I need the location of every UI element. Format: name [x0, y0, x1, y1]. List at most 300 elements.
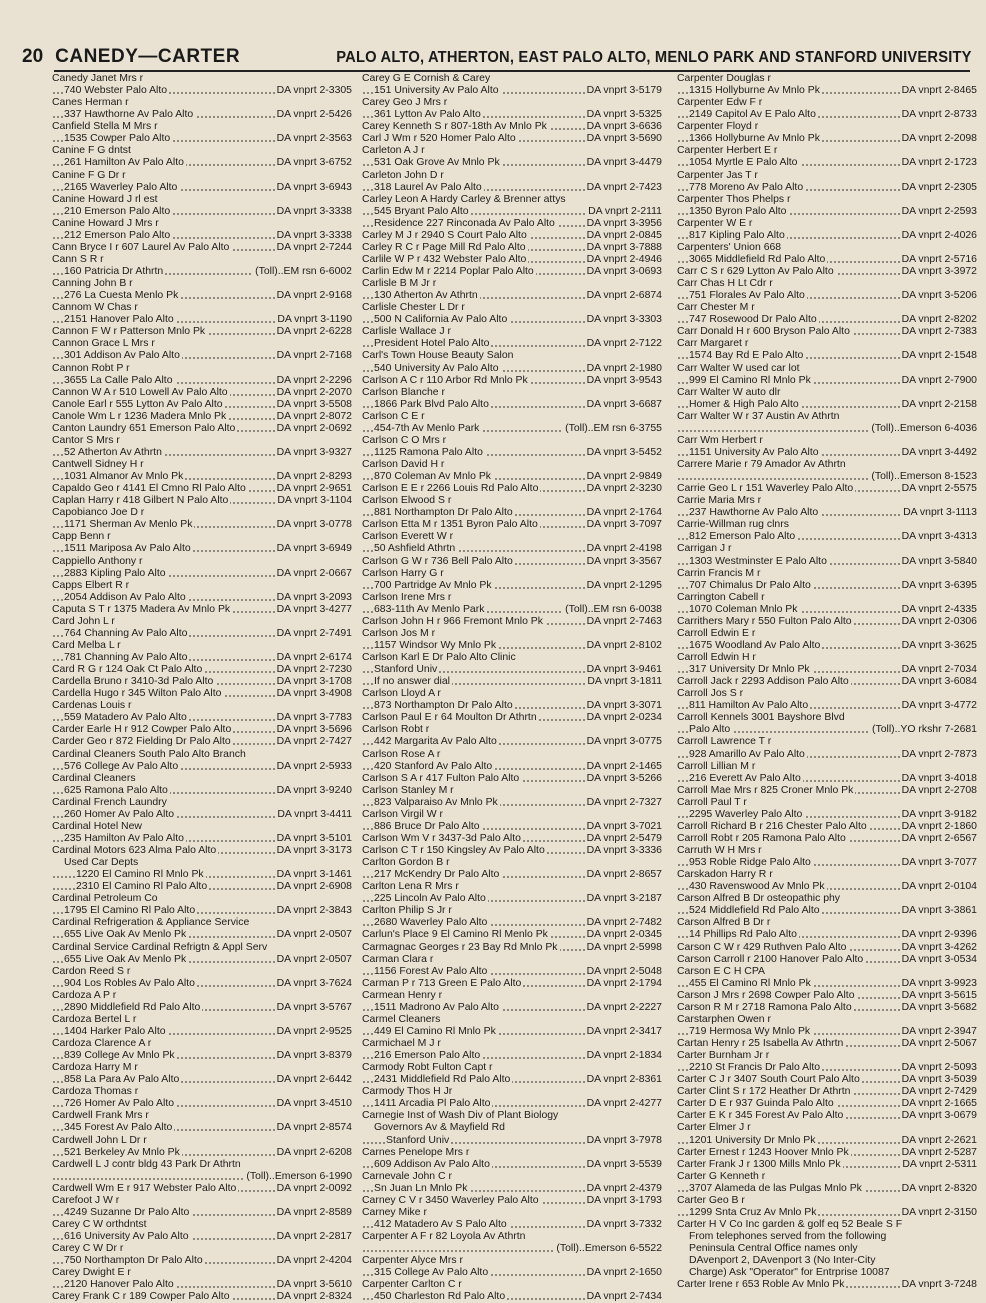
listing-line	[677, 1050, 977, 1062]
phone-number: DA vnprt 2-2227	[586, 1001, 662, 1013]
listing-line	[677, 785, 977, 797]
listing-text: Carrithers Mary r 550 Fulton Palo Alto	[677, 615, 852, 627]
listing-text: 1675 Woodland Av Palo Alto	[689, 639, 821, 651]
listing-line	[52, 1002, 352, 1014]
listing-text: Cann S R r	[52, 253, 104, 265]
phone-number: DA vnprt 3-5325	[586, 109, 662, 121]
listing-line	[677, 676, 977, 688]
listing-text: Carlson Virgil W r	[362, 808, 444, 820]
listing-line	[52, 109, 352, 121]
listing-text: Capobianco Joe D r	[52, 507, 145, 519]
phone-number: DA vnprt 2-8361	[586, 1074, 662, 1086]
listing-line	[362, 435, 662, 447]
listing-text: 210 Emerson Palo Alto	[64, 205, 171, 217]
listing-text: Carlton Gordon B r	[362, 857, 450, 869]
listing-text: 750 Northampton Dr Palo Alto	[64, 1255, 203, 1267]
listing-text: 811 Hamilton Av Palo Alto	[689, 700, 809, 712]
phone-number: DA vnprt 2-5716	[901, 253, 977, 265]
listing-line	[52, 1183, 352, 1195]
listing-text: Carey Dwight E r	[52, 1267, 131, 1279]
phone-number: DA vnprt 3-5039	[901, 1074, 977, 1086]
listing-line	[362, 628, 662, 640]
listing-text: Carman P r 713 Green E Palo Alto	[362, 977, 522, 989]
phone-number: (Toll)..EM rsn 6-0038	[565, 603, 662, 615]
listing-text: Canole Wm L r 1236 Madera Mnlo Pk	[52, 410, 227, 422]
listing-text: Cardenas Louis r	[52, 700, 132, 712]
listing-line	[677, 749, 977, 761]
listing-line	[362, 1195, 662, 1207]
listing-line	[362, 1267, 662, 1279]
listing-text: 2054 Addison Av Palo Alto	[64, 591, 186, 603]
listing-text: 1574 Bay Rd E Palo Alto	[689, 350, 804, 362]
listing-line	[52, 145, 352, 157]
listing-text: Carlton Lena R Mrs r	[362, 881, 459, 893]
guide-words: CANEDY—CARTER	[55, 46, 241, 67]
phone-number: DA vnprt 2-5287	[901, 1146, 977, 1158]
phone-number: DA vnprt 3-0693	[586, 266, 662, 277]
phone-number: DA vnprt 2-5311	[902, 1158, 977, 1170]
listing-text: 655 Live Oak Av Menlo Pk	[64, 929, 187, 941]
listing-text: 719 Hermosa Wy Mnlo Pk	[689, 1025, 811, 1037]
listing-line	[52, 652, 352, 664]
phone-number: DA vnprt 2-7034	[901, 664, 977, 676]
listing-text: Sn Juan Ln Mnlo Pk	[374, 1182, 468, 1194]
listing-text: Carlson C E r	[362, 410, 425, 422]
listing-line	[677, 266, 977, 278]
listing-text: Carlson C T r 150 Kingsley Av Palo Alto	[362, 845, 545, 856]
phone-number: DA vnprt 2-0507	[276, 929, 352, 941]
listing-line	[677, 1086, 977, 1098]
listing-text: Carter Burnham Jr r	[677, 1050, 770, 1062]
listing-text: Carroll Jack r 2293 Addison Palo Alto	[677, 676, 849, 688]
listing-text: 237 Hawthorne Av Palo Alto	[689, 507, 819, 519]
listing-line	[362, 893, 662, 905]
listing-line	[677, 1243, 977, 1255]
phone-number: DA vnprt 2-9525	[276, 1025, 352, 1037]
listing-line	[52, 230, 352, 242]
phone-number: DA vnprt 3-6752	[276, 157, 352, 169]
listing-line	[362, 640, 662, 652]
listing-line	[362, 761, 662, 773]
listing-line	[362, 580, 662, 592]
listing-line	[677, 893, 977, 905]
listing-text: 1795 El Camino Rl Palo Alto	[64, 905, 196, 917]
listing-text: Carson J Mrs r 2698 Cowper Palo Alto	[677, 989, 855, 1001]
phone-number: DA vnprt 2-6208	[276, 1146, 352, 1158]
phone-number: DA vnprt 2-7429	[901, 1086, 977, 1098]
phone-number: DA vnprt 2-4198	[586, 543, 662, 555]
listing-text: 726 Homer Av Palo Alto	[64, 1098, 175, 1110]
listing-line	[677, 1207, 977, 1219]
phone-number: DA vnprt 2-2098	[901, 133, 977, 145]
listing-line	[52, 1267, 352, 1279]
listing-line	[362, 399, 662, 411]
listing-text: Cardoza A P r	[52, 989, 117, 1001]
listing-text: Carlson Rose A r	[362, 748, 441, 760]
phone-number: DA vnprt 2-0104	[901, 881, 977, 893]
phone-number: DA vnprt 3-9240	[276, 784, 352, 796]
listing-text: Card John L r	[52, 615, 115, 627]
listing-text: Carlson Elwood S r	[362, 495, 452, 507]
listing-text: Carrington Cabell r	[677, 591, 765, 603]
listing-line	[362, 1159, 662, 1171]
listing-text: 449 El Camino Rl Mnlo Pk	[374, 1025, 496, 1037]
listing-text: Carpenter Floyd r	[677, 121, 759, 133]
listing-line	[362, 157, 662, 169]
listing-line	[677, 1062, 977, 1074]
listing-line	[52, 254, 352, 266]
listing-line	[52, 290, 352, 302]
listing-line	[52, 1026, 352, 1038]
phone-number: DA vnprt 3-4018	[901, 772, 977, 784]
listing-line	[362, 182, 662, 194]
listing-text: 1151 University Av Palo Alto	[689, 446, 819, 458]
phone-number: DA vnprt 2-7423	[586, 181, 662, 193]
listing-text: 812 Emerson Palo Alto	[689, 531, 796, 543]
phone-number: DA vnprt 2-7230	[276, 664, 352, 676]
phone-number: DA vnprt 3-7248	[901, 1279, 977, 1291]
listing-text: 1156 Forest Av Palo Alto	[374, 965, 488, 977]
listing-text: Carroll Mae Mrs r 825 Croner Mnlo Pk	[677, 784, 854, 796]
phone-number: DA vnprt 3-6687	[586, 398, 662, 410]
listing-text: Canole Earl r 555 Lytton Av Palo Alto	[52, 398, 223, 410]
phone-number: DA vnprt 2-6228	[276, 326, 352, 338]
listing-text: Cardoza Clarence A r	[52, 1038, 152, 1049]
listing-line	[52, 592, 352, 604]
listing-line	[52, 194, 352, 206]
listing-text: Canton Laundry 651 Emerson Palo Alto	[52, 422, 236, 434]
listing-text: 740 Webster Palo Alto	[64, 85, 168, 97]
listing-line	[362, 194, 662, 206]
phone-number: DA vnprt 2-1794	[586, 977, 662, 989]
listing-line	[52, 399, 352, 411]
listing-text: Homer & High Palo Alto	[689, 398, 799, 410]
listing-text: 3065 Middlefield Rd Palo Alto	[689, 253, 826, 265]
listing-line	[362, 652, 662, 664]
listing-line	[362, 833, 662, 845]
listing-line	[362, 1086, 662, 1098]
listing-text: Carlson Robt r	[362, 724, 430, 736]
listing-line	[52, 954, 352, 966]
listing-text: Carlson Harry G r	[362, 567, 444, 579]
listing-text: 450 Charleston Rd Palo Alto	[374, 1291, 506, 1303]
listing-line	[677, 314, 977, 326]
listing-text: Carlson Etta M r 1351 Byron Palo Alto	[362, 519, 538, 531]
listing-line	[362, 664, 662, 676]
listing-line	[362, 350, 662, 362]
listing-text: Carrin Francis M r	[677, 567, 761, 579]
listing-text: Carson Carroll r 2100 Hanover Palo Alto	[677, 953, 864, 965]
listing-text: Residence 227 Rinconada Av Palo Alto	[374, 217, 555, 229]
listing-text: Carleton A J r	[362, 145, 425, 157]
listing-line	[677, 761, 977, 773]
listing-line	[677, 543, 977, 555]
phone-number: DA vnprt 3-0778	[276, 519, 352, 531]
listing-text: Cardinal Petroleum Co	[52, 893, 158, 905]
listing-text: Carnegie Inst of Wash Div of Plant Biology	[362, 1110, 559, 1122]
listing-text: Carlson Blanche r	[362, 386, 445, 398]
listing-line	[362, 1074, 662, 1086]
region-title: PALO ALTO, ATHERTON, EAST PALO ALTO, MENLO PARK AND STANFORD UNIVERSITY	[336, 49, 972, 66]
phone-number: DA vnprt 2-7427	[276, 736, 352, 748]
phone-number: DA vnprt 3-5101	[276, 832, 352, 844]
listing-line	[677, 363, 977, 375]
listing-text: Cartan Henry r 25 Isabella Av Athrtn	[677, 1038, 844, 1049]
phone-number: DA vnprt 2-7491	[276, 627, 352, 639]
listing-line	[52, 423, 352, 435]
listing-line	[52, 302, 352, 314]
listing-text: 1411 Arcadia Pl Palo Alto	[374, 1098, 491, 1110]
listing-line	[52, 1050, 352, 1062]
phone-number: DA vnprt 2-8320	[901, 1182, 977, 1194]
listing-text: Carlson A C r 110 Arbor Rd Mnlo Pk	[362, 374, 528, 386]
listing-text: Cardella Bruno r 3410-3d Palo Alto	[52, 676, 214, 688]
listing-text: Cantor S Mrs r	[52, 434, 120, 446]
listing-line	[362, 1243, 662, 1255]
listing-text: 216 Everett Av Palo Alto	[689, 772, 801, 784]
listing-line	[677, 1038, 977, 1050]
phone-number: DA vnprt 3-3173	[276, 845, 352, 856]
listing-text: Carpenters' Union 668	[677, 241, 782, 253]
phone-number: DA vnprt 3-5508	[276, 398, 352, 410]
listing-line	[677, 1014, 977, 1026]
listing-line	[52, 1086, 352, 1098]
listing-text: Carlson Karl E Dr Palo Alto Clinic	[362, 652, 516, 663]
listing-line	[52, 531, 352, 543]
phone-number: (Toll)..EM rsn 6-3755	[565, 422, 662, 434]
listing-text: Carney C V r 3450 Waverley Palo Alto	[362, 1194, 539, 1206]
listing-text: Carlson S A r 417 Fulton Palo Alto	[362, 772, 520, 784]
phone-number: DA vnprt 3-4772	[901, 700, 977, 712]
phone-number: DA vnprt 2-5479	[586, 832, 662, 844]
phone-number: DA vnprt 2-6567	[901, 832, 977, 844]
listing-line	[362, 1147, 662, 1159]
listing-text: Carmody Robt Fulton Capt r	[362, 1062, 493, 1074]
listing-text: Cardwell John L Dr r	[52, 1134, 147, 1146]
listing-line	[677, 1183, 977, 1195]
listing-line	[677, 688, 977, 700]
listing-line	[362, 459, 662, 471]
phone-number: (Toll)..Emerson 6-4036	[871, 422, 977, 434]
listing-text: Carskadon Harry R r	[677, 869, 773, 881]
listing-line	[677, 459, 977, 471]
listing-line	[52, 206, 352, 218]
listing-text: Carey C W orthdntst	[52, 1218, 147, 1230]
listing-line	[677, 182, 977, 194]
listing-text: 545 Bryant Palo Alto	[374, 205, 469, 217]
listing-line	[362, 857, 662, 869]
listing-text: Carley Leon A Hardy Carley & Brenner attys	[362, 193, 566, 205]
phone-number: DA vnprt 2-7327	[586, 796, 662, 808]
phone-number: DA vnprt 2-2305	[901, 181, 977, 193]
listing-line	[677, 1279, 977, 1291]
listing-line	[677, 640, 977, 652]
listing-line	[362, 1026, 662, 1038]
phone-number: DA vnprt 2-2296	[276, 374, 352, 386]
listing-line	[362, 917, 662, 929]
listing-text: Carlson Lloyd A r	[362, 688, 441, 700]
listing-text: 999 El Camino Rl Mnlo Pk	[689, 374, 811, 386]
listing-line	[362, 869, 662, 881]
phone-number: DA vnprt 3-9461	[586, 664, 662, 676]
listing-text: Carson R M r 2718 Ramona Palo Alto	[677, 1001, 852, 1013]
listing-line	[677, 206, 977, 218]
listing-line	[362, 700, 662, 712]
phone-number: DA vnprt 2-2070	[276, 386, 352, 398]
phone-number: DA vnprt 3-3336	[586, 845, 662, 856]
listing-text: Carroll Robt r 205 Ramona Palo Alto	[677, 832, 846, 844]
listing-line	[362, 1135, 662, 1147]
listing-text: Cardwell Frank Mrs r	[52, 1110, 149, 1122]
listing-line	[362, 1062, 662, 1074]
listing-text: 1157 Windsor Wy Mnlo Pk	[374, 639, 497, 651]
listing-line	[362, 954, 662, 966]
listing-line	[52, 1243, 352, 1255]
phone-number: DA vnprt 2-4026	[901, 229, 977, 241]
listing-line	[362, 218, 662, 230]
listing-line	[52, 821, 352, 833]
listing-text: 1054 Myrtle E Palo Alto	[689, 157, 798, 169]
listing-line	[677, 736, 977, 748]
listing-text: Canine Howard J rl est	[52, 193, 158, 205]
phone-number: DA vnprt 2-7463	[586, 615, 662, 627]
listing-line	[677, 375, 977, 387]
listing-text: Carlisle B M Jr r	[362, 278, 437, 290]
phone-number: DA vnprt 2-7900	[901, 374, 977, 386]
listing-line	[677, 495, 977, 507]
listing-line	[362, 423, 662, 435]
listing-text: Cardwell L J contr bldg 43 Park Dr Athrtn	[52, 1158, 241, 1170]
listing-text: 3707 Alameda de las Pulgas Mnlo Pk	[689, 1182, 862, 1194]
listing-line	[362, 929, 662, 941]
phone-number: DA vnprt 2-1980	[586, 362, 662, 374]
listing-text: 212 Emerson Palo Alto	[64, 229, 171, 241]
listing-text: Caputa S T r 1375 Madera Av Mnlo Pk	[52, 603, 231, 615]
listing-line	[677, 399, 977, 411]
listing-line	[677, 929, 977, 941]
listing-line	[52, 845, 352, 857]
phone-number: DA vnprt 2-2593	[901, 205, 977, 217]
listing-line	[52, 688, 352, 700]
listing-text: Caplan Harry r 418 Gilbert N Palo Alto	[52, 495, 229, 507]
listing-line	[677, 1002, 977, 1014]
phone-number: DA vnprt 2-8202	[901, 314, 977, 326]
phone-number: DA vnprt 2-1764	[586, 507, 662, 519]
listing-line	[362, 1279, 662, 1291]
listing-text: 1070 Coleman Mnlo Pk	[689, 603, 798, 615]
phone-number: DA vnprt 2-7122	[586, 338, 662, 350]
phone-number: DA vnprt 2-1860	[901, 820, 977, 832]
listing-line	[362, 1171, 662, 1183]
listing-line	[362, 773, 662, 785]
listing-line	[52, 809, 352, 821]
phone-number: DA vnprt 2-0692	[276, 422, 352, 434]
listing-text: Carpenter Carlton C r	[362, 1279, 462, 1291]
listing-text: 500 N California Av Palo Alto	[374, 314, 508, 326]
listing-text: Carmichael M J r	[362, 1038, 441, 1049]
listing-line	[52, 797, 352, 809]
listing-text: Cardinal Cleaners	[52, 772, 136, 784]
phone-number: DA vnprt 3-5539	[586, 1158, 662, 1170]
listing-text: 276 La Cuesta Menlo Pk	[64, 290, 179, 302]
phone-number: DA vnprt 3-9327	[276, 446, 352, 458]
listing-line	[677, 1135, 977, 1147]
listing-line	[362, 363, 662, 375]
listing-line	[677, 966, 977, 978]
listing-line	[52, 1135, 352, 1147]
listing-line	[362, 1002, 662, 1014]
phone-number: DA vnprt 2-3150	[901, 1206, 977, 1218]
listing-text: Canedy Janet Mrs r	[52, 73, 144, 84]
listing-text: Stanford Univ	[386, 1134, 450, 1146]
listing-line	[362, 749, 662, 761]
phone-number: DA vnprt 2-0234	[586, 712, 662, 724]
listing-text: Carter E K r 345 Forest Av Palo Alto	[677, 1110, 844, 1122]
listing-line	[362, 206, 662, 218]
listing-text: Carnevale John C r	[362, 1170, 452, 1182]
listing-line	[677, 121, 977, 133]
listing-text: 2120 Hanover Palo Alto	[64, 1279, 174, 1291]
listing-line	[677, 580, 977, 592]
phone-number: DA vnprt 2-5093	[901, 1062, 977, 1074]
listing-text: 904 Los Robles Av Palo Alto	[64, 977, 195, 989]
listing-line	[52, 73, 352, 85]
listing-text: Carmagnac Georges r 23 Bay Rd Mnlo Pk	[362, 941, 558, 953]
listing-line	[677, 773, 977, 785]
listing-line	[677, 616, 977, 628]
phone-number: DA vnprt 3-0775	[586, 736, 662, 748]
phone-number: DA vnprt 2-2817	[276, 1231, 352, 1242]
listing-line	[677, 387, 977, 399]
listing-line	[362, 73, 662, 85]
listing-line	[52, 1098, 352, 1110]
listing-text: 1201 University Dr Mnlo Pk	[689, 1134, 816, 1146]
listing-text: Carl's Town House Beauty Salon	[362, 350, 514, 362]
listing-text: 764 Channing Av Palo Alto	[64, 627, 188, 639]
listing-line	[677, 797, 977, 809]
listing-line	[362, 990, 662, 1002]
listing-line	[362, 471, 662, 483]
listing-text: Carmean Henry r	[362, 989, 443, 1001]
listing-line	[362, 688, 662, 700]
phone-number: DA vnprt 2-7168	[276, 350, 352, 362]
listing-text: Carson E C H CPA	[677, 965, 765, 977]
phone-number: DA vnprt 2-4277	[586, 1098, 662, 1110]
listing-text: 455 El Camino Rl Mnlo Pk	[689, 977, 811, 989]
phone-number: DA vnprt 3-4510	[276, 1098, 352, 1110]
listing-line	[52, 724, 352, 736]
listing-text: Carter H V Co Inc garden & golf eq 52 Beale S F	[677, 1218, 903, 1230]
listing-line	[52, 157, 352, 169]
listing-text: 559 Matadero Av Palo Alto	[64, 712, 187, 724]
listing-line	[52, 1207, 352, 1219]
listing-line	[362, 1110, 662, 1122]
listing-text: 1511 Mariposa Av Palo Alto	[64, 543, 191, 555]
listing-text: Card R G r 124 Oak Ct Palo Alto	[52, 664, 203, 676]
listing-text: Cardinal Motors 623 Alma Palo Alto	[52, 845, 217, 856]
listing-line	[677, 170, 977, 182]
listing-line	[52, 459, 352, 471]
listing-text: 778 Moreno Av Palo Alto	[689, 181, 804, 193]
listing-text: Carder Geo r 872 Fielding Dr Palo Alto	[52, 736, 231, 748]
listing-text: Canine F G dntst	[52, 145, 131, 157]
listing-text: Cardinal French Laundry	[52, 796, 167, 808]
listing-text: Carmody Thos H Jr	[362, 1086, 453, 1098]
listing-line	[362, 604, 662, 616]
phone-number: DA vnprt 2-3843	[276, 905, 352, 917]
listing-text: Carefoot J W r	[52, 1194, 120, 1206]
listing-line	[52, 1147, 352, 1159]
